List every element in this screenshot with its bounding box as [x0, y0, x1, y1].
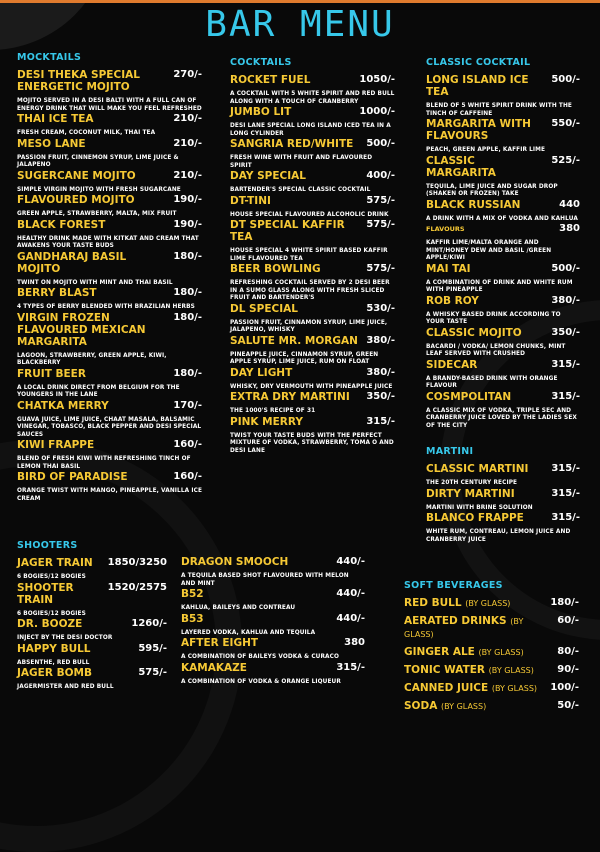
menu-item-row	[426, 263, 580, 275]
item-price: 575/-	[366, 263, 395, 274]
menu-item-row	[17, 170, 202, 182]
cocktails-menu-item	[230, 367, 395, 392]
menu-item-row	[404, 700, 579, 713]
item-price: 315/-	[551, 390, 580, 402]
item-price: 400/-	[366, 170, 395, 181]
mocktails-menu-item	[17, 287, 202, 312]
menu-item-row	[426, 155, 580, 179]
menu-item-row	[17, 219, 202, 231]
item-price: 60/-	[557, 615, 579, 626]
cocktails-menu-item	[230, 335, 395, 367]
mocktails-menu-item	[17, 138, 202, 170]
item-price: 575/-	[366, 219, 395, 230]
item-description: REFRESHING COCKTAIL SERVED BY 2 DESI BEER IN A SUMO GLASS ALONG WITH FRESH SLICED FRUIT AND BARTENDER'S	[230, 280, 390, 301]
item-price: 315/-	[366, 415, 395, 427]
item-description: A COCKTAIL WITH 5 WHITE SPIRIT AND RED BULL ALONG WITH A TOUCH OF CRANBERRY	[230, 91, 395, 105]
item-price: 380	[559, 223, 580, 234]
menu-item-row	[17, 557, 167, 569]
item-price: 80/-	[557, 646, 579, 657]
item-name: CANNED JUICE (BY GLASS)	[404, 682, 538, 694]
shooters-left-column	[17, 540, 167, 692]
top-accent-line	[0, 0, 600, 3]
item-note: (BY GLASS)	[488, 666, 534, 675]
item-price: 380	[344, 637, 365, 648]
menu-title: BAR MENU	[205, 4, 395, 45]
item-description: THE 20TH CENTURY RECIPE	[426, 480, 518, 486]
item-description: HEALTHY DRINK MADE WITH KITKAT AND CREAM THAT AWAKENS YOUR TASTE BUDS	[17, 235, 199, 249]
menu-item-row	[426, 512, 580, 524]
soft-beverages-menu-item	[404, 597, 579, 610]
menu-item-row	[426, 327, 580, 339]
menu-item-row	[181, 613, 365, 625]
item-price: 380/-	[551, 294, 580, 306]
menu-item-row	[404, 664, 579, 677]
shooters-menu-item	[17, 582, 167, 619]
item-name: B53	[181, 612, 204, 625]
menu-item-row	[17, 400, 202, 412]
item-description: WHITE RUM, CONTREAU, LEMON JUICE AND CRANBERRY JUICE	[426, 529, 571, 543]
menu-item-row	[230, 335, 395, 347]
mocktails-menu-item	[17, 69, 202, 113]
menu-item-row	[17, 113, 202, 125]
item-name: FLAVOURS	[426, 225, 465, 233]
menu-item-row	[404, 615, 579, 641]
menu-item-row	[404, 682, 579, 695]
classic-cocktail-heading: CLASSIC COCKTAIL	[426, 57, 531, 68]
menu-item-row	[17, 643, 167, 655]
item-description: A COMBINATION OF VODKA & ORANGE LIQUEUR	[181, 678, 341, 685]
item-price: 500/-	[551, 74, 580, 85]
menu-item-row	[17, 471, 202, 483]
shooters-menu-item	[17, 618, 167, 643]
item-price: 500/-	[366, 138, 395, 149]
item-note: (BY GLASS)	[441, 702, 487, 711]
item-price: 440/-	[336, 556, 365, 567]
item-description: 6 BOGIES/12 BOGIES	[17, 610, 86, 617]
item-price: 180/-	[173, 311, 202, 323]
shooters-right-menu-item	[181, 588, 365, 613]
item-description: MARTINI WITH BRINE SOLUTION	[426, 504, 533, 511]
classic-cocktail-menu-item	[426, 263, 580, 295]
cocktails-menu-item	[230, 303, 395, 335]
item-name: CLASSIC MARTINI	[426, 463, 529, 475]
classic-cocktail-menu-item	[426, 295, 580, 327]
item-description: LAGOON, STRAWBERRY, GREEN APPLE, KIWI, BLACKBERRY	[17, 352, 167, 366]
item-price: 350/-	[551, 326, 580, 338]
item-name: DAY LIGHT	[230, 366, 293, 379]
item-description: GREEN APPLE, STRAWBERRY, MALTA, MIX FRUIT	[17, 211, 177, 217]
item-price: 210/-	[173, 137, 202, 149]
item-description: BLEND OF FRESH KIWI WITH REFRESHING TINCH OF LEMON THAI BASIL	[17, 456, 191, 470]
item-price: 530/-	[366, 302, 395, 314]
martini-menu-item	[426, 488, 580, 513]
menu-item-row	[426, 359, 580, 371]
item-description: KAFFIR LIME/MALTA ORANGE AND MINT/HONEY DEW AND BASIL /GREEN APPLE/KIWI	[426, 240, 552, 261]
item-name: HAPPY BULL	[17, 642, 91, 655]
item-price: 440/-	[336, 612, 365, 624]
menu-item-row	[17, 312, 202, 348]
item-name: COSMPOLITAN	[426, 390, 512, 403]
menu-item-row	[426, 74, 580, 98]
item-description: KAHLUA, BAILEYS AND CONTREAU	[181, 605, 296, 611]
item-description: 4 TYPES OF BERRY BLENDED WITH BRAZILIAN HERBS	[17, 304, 195, 310]
item-price: 180/-	[173, 250, 202, 262]
item-description: THE 1000'S RECIPE OF 31	[230, 408, 316, 414]
cocktails-menu-item	[230, 391, 395, 416]
menu-item-row	[17, 618, 167, 630]
mocktails-heading: MOCKTAILS	[17, 52, 82, 63]
item-price: 550/-	[551, 118, 580, 129]
item-description: HOUSE SPECIAL FLAVOURED ALCOHOLIC DRINK	[230, 211, 389, 218]
cocktails-menu-item	[230, 263, 395, 303]
menu-item-row	[426, 199, 580, 211]
item-description: LAYERED VODKA, KAHLUA AND TEQUILA	[181, 629, 316, 636]
item-description: INJECT BY THE DESI DOCTOR	[17, 635, 113, 641]
item-name: DIRTY MARTINI	[426, 487, 515, 500]
item-price: 1050/-	[359, 74, 395, 85]
item-description: TWINT ON MOJITO WITH MINT AND THAI BASIL	[17, 279, 173, 286]
mocktails-column	[17, 52, 202, 503]
menu-item-row	[17, 138, 202, 150]
classic-cocktail-menu-item	[426, 74, 580, 118]
martini-heading: MARTINI	[426, 446, 474, 457]
menu-item-row	[181, 637, 365, 649]
mocktails-menu-item	[17, 251, 202, 288]
menu-item-row	[230, 219, 395, 243]
item-price: 525/-	[551, 154, 580, 166]
item-name: ROB ROY	[426, 294, 479, 307]
soft-beverages-menu-item	[404, 682, 579, 695]
classic-cocktail-menu-item	[426, 327, 580, 359]
item-name: BIRD OF PARADISE	[17, 471, 128, 483]
mocktails-menu-item	[17, 400, 202, 440]
item-description: A TEQUILA BASED SHOT FLAVOURED WITH MELON AND MINT	[181, 573, 349, 587]
item-price: 380/-	[366, 334, 395, 346]
mocktails-menu-item	[17, 471, 202, 503]
item-description: DESI LANE SPECIAL LONG ISLAND ICED TEA IN A LONG CYLINDER	[230, 123, 391, 137]
item-name: VIRGIN FROZEN FLAVOURED MEXICAN MARGARITA	[17, 311, 146, 348]
item-note: (BY GLASS)	[465, 599, 511, 608]
classic-cocktail-menu-item	[426, 118, 580, 155]
shooters-menu-item	[17, 557, 167, 582]
menu-item-row	[230, 170, 395, 182]
cocktails-menu-item	[230, 170, 395, 195]
item-name: RED BULL (BY GLASS)	[404, 597, 511, 609]
item-name: BEER BOWLING	[230, 263, 321, 275]
soft-beverages-menu-item	[404, 615, 579, 641]
item-price: 315/-	[551, 512, 580, 523]
item-name: MAI TAI	[426, 262, 471, 275]
item-price: 575/-	[138, 667, 167, 678]
item-name: MARGARITA WITH FLAVOURS	[426, 118, 531, 142]
item-name: SANGRIA RED/WHITE	[230, 138, 354, 150]
menu-item-row	[230, 416, 395, 428]
item-description: GUAVA JUICE, LIME JUICE, CHAAT MASALA, BALSAMIC VINEGAR, TOBASCO, BLACK PEPPER AND DESI SPECIAL SAUCES	[17, 416, 202, 438]
item-price: 160/-	[173, 439, 202, 450]
item-name: THAI ICE TEA	[17, 113, 94, 125]
item-description: PINEAPPLE JUICE, CINNAMON SYRUP, GREEN APPLE SYRUP, LIME JUICE, RUM ON FLOAT	[230, 351, 379, 365]
item-price: 1850/3250	[107, 557, 167, 568]
menu-item-row	[404, 646, 579, 659]
soft-beverages-menu-item	[404, 646, 579, 659]
menu-item-row	[230, 391, 395, 403]
mocktails-menu-item	[17, 312, 202, 368]
item-description: A COMBINATION OF DRINK AND WHITE RUM WITH PINEAPPLE	[426, 279, 573, 293]
item-price: 180/-	[173, 287, 202, 298]
menu-item-row	[230, 138, 395, 150]
menu-item-row	[17, 439, 202, 451]
item-note: (BY GLASS)	[478, 648, 524, 657]
classic-cocktail-menu-item	[426, 223, 580, 263]
cocktails-menu-item	[230, 416, 395, 456]
item-description: BLEND OF 5 WHITE SPIRIT DRINK WITH THE TINCH OF CAFFEINE	[426, 103, 572, 117]
martini-menu-item	[426, 512, 580, 544]
item-name: KIWI FRAPPE	[17, 439, 95, 451]
menu-item-row	[17, 69, 202, 93]
item-name: BERRY BLAST	[17, 287, 97, 299]
item-description: A DRINK WITH A MIX OF VODKA AND KAHLUA	[426, 215, 578, 222]
menu-item-row	[230, 195, 395, 207]
item-name: CLASSIC MARGARITA	[426, 154, 496, 179]
item-note: (BY GLASS)	[491, 684, 538, 693]
item-price: 500/-	[551, 262, 580, 274]
item-price: 90/-	[557, 664, 579, 675]
item-name: JAGER TRAIN	[17, 557, 93, 569]
menu-item-row	[426, 488, 580, 500]
item-description: TWIST YOUR TASTE BUDS WITH THE PERFECT MIXTURE OF VODKA, STRAWBERRY, TOMA O AND DESI LANE	[230, 432, 394, 454]
cocktails-column	[230, 57, 395, 455]
mocktails-menu-item	[17, 113, 202, 138]
item-description: PASSION FRUIT, CINNAMON SYRUP, LIME JUICE, JALAPENO, WHISKY	[230, 319, 388, 333]
menu-item-row	[230, 74, 395, 86]
item-name: JAGER BOMB	[17, 667, 92, 679]
menu-item-row	[426, 223, 580, 235]
item-description: 6 BOGIES/12 BOGIES	[17, 574, 86, 580]
classic-cocktail-menu-item	[426, 359, 580, 391]
martini-menu-item	[426, 463, 580, 488]
item-name: DESI THEKA SPECIAL ENERGETIC MOJITO	[17, 69, 140, 93]
item-name: B52	[181, 588, 204, 600]
item-description: PEACH, GREEN APPLE, KAFFIR LIME	[426, 147, 546, 153]
item-description: A LOCAL DRINK DIRECT FROM BELGIUM FOR THE YOUNGERS IN THE LANE	[17, 384, 180, 398]
shooters-menu-item	[17, 667, 167, 692]
item-description: WHISKY, DRY VERMOUTH WITH PINEAPPLE JUICE	[230, 383, 393, 390]
menu-item-row	[230, 303, 395, 315]
item-name: SUGERCANE MOJITO	[17, 169, 136, 182]
item-price: 190/-	[173, 194, 202, 205]
menu-item-row	[17, 582, 167, 606]
item-price: 170/-	[173, 399, 202, 411]
item-name: JUMBO LIT	[230, 106, 292, 118]
soft-beverages-menu-item	[404, 700, 579, 713]
item-note: (BY GLASS)	[404, 617, 524, 639]
classic-cocktail-menu-item	[426, 391, 580, 431]
item-name: GINGER ALE (BY GLASS)	[404, 646, 524, 658]
item-price: 440/-	[336, 588, 365, 599]
item-price: 315/-	[551, 463, 580, 474]
item-name: LONG ISLAND ICE TEA	[426, 74, 529, 98]
item-price: 1520/2575	[107, 581, 167, 593]
menu-item-row	[426, 463, 580, 475]
menu-item-row	[404, 597, 579, 610]
item-name: GANDHARAJ BASIL MOJITO	[17, 250, 127, 275]
item-description: HOUSE SPECIAL 4 WHITE SPIRIT BASED KAFFIR LIME FLAVOURED TEA	[230, 248, 388, 262]
shooters-right-menu-item	[181, 637, 365, 662]
item-price: 180/-	[173, 367, 202, 379]
item-name: EXTRA DRY MARTINI	[230, 391, 350, 403]
shooters-right-column	[181, 556, 365, 686]
item-price: 315/-	[336, 661, 365, 673]
item-price: 350/-	[366, 391, 395, 402]
item-name: DT-TINI	[230, 194, 271, 207]
item-price: 190/-	[173, 218, 202, 230]
shooters-right-menu-item	[181, 556, 365, 588]
item-price: 1260/-	[131, 618, 167, 629]
item-name: DRAGON SMOOCH	[181, 556, 289, 568]
menu-item-row	[17, 667, 167, 679]
item-name: KAMAKAZE	[181, 661, 247, 674]
menu-item-row	[17, 251, 202, 275]
item-price: 270/-	[173, 69, 202, 80]
item-price: 210/-	[173, 169, 202, 181]
item-name: BLACK RUSSIAN	[426, 198, 521, 211]
menu-item-row	[17, 287, 202, 299]
mocktails-menu-item	[17, 439, 202, 471]
item-price: 380/-	[366, 366, 395, 378]
mocktails-menu-item	[17, 219, 202, 251]
item-name: DL SPECIAL	[230, 302, 298, 315]
item-name: SALUTE MR. MORGAN	[230, 334, 358, 347]
item-price: 210/-	[173, 113, 202, 124]
item-description: FRESH WINE WITH FRUIT AND FLAVOURED SPIRIT	[230, 155, 373, 169]
item-description: A WHISKY BASED DRINK ACCORDING TO YOUR TASTE	[426, 311, 561, 325]
item-name: TONIC WATER (BY GLASS)	[404, 664, 534, 676]
item-name: PINK MERRY	[230, 415, 304, 428]
mocktails-menu-item	[17, 194, 202, 219]
shooters-right-menu-item	[181, 613, 365, 638]
soft-beverages-column	[404, 580, 579, 718]
item-name: DR. BOOZE	[17, 618, 83, 630]
item-description: MOJITO SERVED IN A DESI BALTI WITH A FULL CAN OF ENERGY DRINK THAT WILL MAKE YOU FEEL REFRESHED	[17, 98, 202, 112]
item-description: FRESH CREAM, COCONUT MILK, THAI TEA	[17, 130, 156, 136]
menu-item-row	[17, 368, 202, 380]
menu-item-row	[426, 391, 580, 403]
item-name: AFTER EIGHT	[181, 637, 259, 649]
menu-item-row	[181, 588, 365, 600]
item-description: TEQUILA, LIME JUICE AND SUGAR DROP (SHAKEN OR FROZEN) TAKE	[426, 183, 558, 197]
classic-cocktail-column	[426, 57, 580, 430]
item-price: 440	[559, 198, 580, 210]
cocktails-menu-item	[230, 195, 395, 220]
item-name: MESO LANE	[17, 137, 86, 150]
item-description: ORANGE TWIST WITH MANGO, PINEAPPLE, VANILLA ICE CREAM	[17, 488, 203, 502]
shooters-heading: SHOOTERS	[17, 540, 78, 551]
item-price: 160/-	[173, 471, 202, 482]
item-name: FRUIT BEER	[17, 367, 86, 380]
cocktails-heading: COCKTAILS	[230, 57, 292, 68]
item-description: SIMPLE VIRGIN MOJITO WITH FRESH SUGARCANE	[17, 186, 181, 193]
menu-item-row	[17, 194, 202, 206]
cocktails-menu-item	[230, 74, 395, 106]
item-price: 180/-	[550, 597, 579, 608]
mocktails-menu-item	[17, 368, 202, 400]
item-name: BLACK FOREST	[17, 218, 106, 231]
item-description: JAGERMISTER AND RED BULL	[17, 684, 114, 690]
item-name: CHATKA MERRY	[17, 399, 109, 412]
item-name: BLANCO FRAPPE	[426, 512, 524, 524]
menu-item-row	[181, 662, 365, 674]
item-name: DT SPECIAL KAFFIR TEA	[230, 219, 345, 243]
item-description: A CLASSIC MIX OF VODKA, TRIPLE SEC AND CRANBERRY JUICE LOVED BY THE LADIES SEX OF THE CITY	[426, 407, 577, 429]
item-name: ROCKET FUEL	[230, 74, 311, 86]
item-description: BACARDI / VODKA/ LEMON CHUNKS, MINT LEAF SERVED WITH CRUSHED	[426, 343, 566, 357]
item-name: FLAVOURED MOJITO	[17, 194, 135, 206]
item-price: 595/-	[138, 642, 167, 654]
item-name: CLASSIC MOJITO	[426, 326, 522, 339]
menu-item-row	[230, 263, 395, 275]
item-name: SODA (BY GLASS)	[404, 700, 487, 712]
cocktails-menu-item	[230, 138, 395, 170]
item-name: SHOOTER TRAIN	[17, 581, 74, 606]
item-price: 315/-	[551, 358, 580, 370]
item-name: SIDECAR	[426, 358, 478, 371]
item-price: 50/-	[557, 700, 579, 711]
shooters-right-menu-item	[181, 662, 365, 687]
item-name: DAY SPECIAL	[230, 170, 306, 182]
item-description: PASSION FRUIT, CINNEMON SYRUP, LIME JUICE & JALAPENO	[17, 154, 179, 168]
item-description: A COMBINATION OF BAILEYS VODKA & CURACO	[181, 654, 340, 660]
item-description: BARTENDER'S SPECIAL CLASSIC COCKTAIL	[230, 187, 371, 193]
item-name: AERATED DRINKS (BY GLASS)	[404, 615, 524, 639]
item-price: 315/-	[551, 487, 580, 499]
martini-column	[426, 446, 580, 544]
cocktails-menu-item	[230, 219, 395, 263]
item-description: A BRANDY-BASED DRINK WITH ORANGE FLAVOUR	[426, 375, 558, 389]
shooters-menu-item	[17, 643, 167, 668]
menu-item-row	[230, 106, 395, 118]
soft-beverages-heading: SOFT BEVERAGES	[404, 580, 503, 591]
soft-beverages-menu-item	[404, 664, 579, 677]
menu-item-row	[426, 118, 580, 142]
classic-cocktail-menu-item	[426, 155, 580, 199]
item-price: 1000/-	[359, 106, 395, 117]
menu-item-row	[230, 367, 395, 379]
item-price: 100/-	[550, 682, 579, 693]
mocktails-menu-item	[17, 170, 202, 195]
item-description: ABSENTHE, RED BULL	[17, 659, 90, 666]
classic-cocktail-menu-item	[426, 199, 580, 224]
menu-item-row	[181, 556, 365, 568]
menu-item-row	[426, 295, 580, 307]
cocktails-menu-item	[230, 106, 395, 138]
item-price: 575/-	[366, 194, 395, 206]
